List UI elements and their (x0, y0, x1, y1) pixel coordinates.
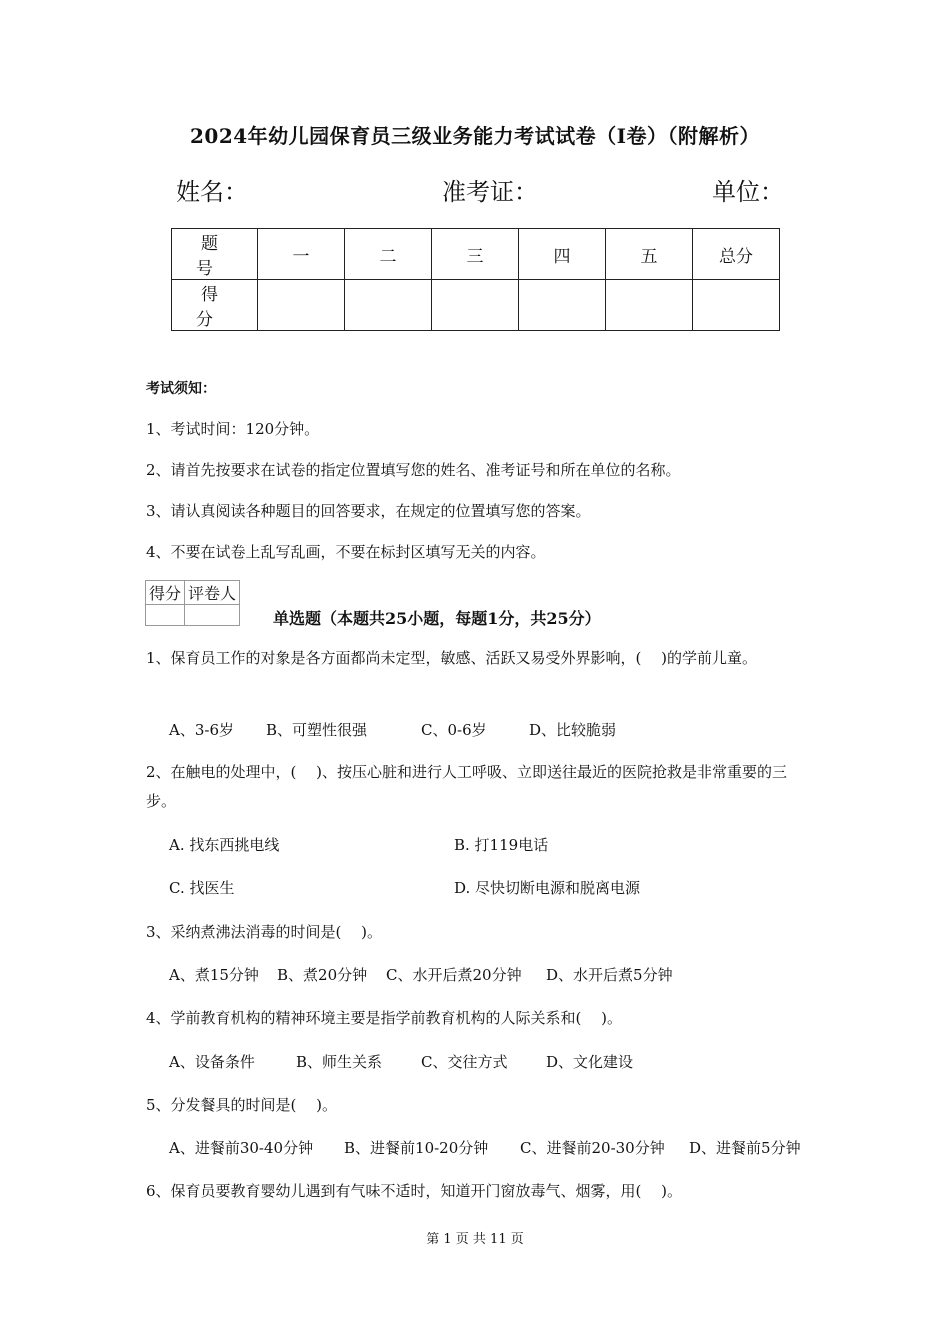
notice-item: 1、考试时间：120分钟。 (146, 420, 320, 438)
page-title: 2024年幼儿园保育员三级业务能力考试试卷（I卷）（附解析） (189, 124, 761, 148)
option: D、文化建设 (546, 1053, 634, 1071)
option: A. 找东西挑电线 (169, 836, 280, 854)
grader-score-cell (146, 605, 185, 626)
name-field-label: 姓名： (176, 178, 248, 206)
option: D. 尽快切断电源和脱离电源 (454, 879, 641, 897)
score-label: 得 分 (172, 280, 258, 331)
grader-score-label: 得分 (146, 581, 185, 605)
question-text: 2、在触电的处理中，( )、按压心脏和进行人工呼吸、立即送往最近的医院抢救是非常重要的三步。 (146, 763, 788, 810)
option: C、交往方式 (421, 1053, 508, 1071)
section-title: 单选题（本题共25小题，每题1分，共25分） (273, 609, 601, 628)
grader-box (145, 580, 240, 626)
notice-item: 3、请认真阅读各种题目的回答要求，在规定的位置填写您的答案。 (146, 502, 591, 520)
option: B、进餐前10-20分钟 (344, 1139, 489, 1157)
option: A、进餐前30-40分钟 (169, 1139, 314, 1157)
score-cell (693, 280, 780, 331)
option: C、0-6岁 (421, 721, 487, 739)
question-text: 1、保育员工作的对象是各方面都尚未定型，敏感、活跃又易受外界影响，( )的学前儿童。 (146, 649, 758, 667)
column-3: 三 (432, 229, 519, 280)
score-table-score-row (172, 280, 780, 331)
notice-item: 4、不要在试卷上乱写乱画，不要在标封区填写无关的内容。 (146, 543, 546, 561)
option: B. 打119电话 (454, 836, 549, 854)
option: B、师生关系 (296, 1053, 383, 1071)
column-4: 四 (519, 229, 606, 280)
unit-field-label: 单位： (712, 178, 784, 206)
question-text: 5、分发餐具的时间是( )。 (146, 1096, 338, 1114)
score-cell (432, 280, 519, 331)
option: B、煮20分钟 (277, 966, 368, 984)
score-cell (519, 280, 606, 331)
score-cell (258, 280, 345, 331)
question-text: 3、采纳煮沸法消毒的时间是( )。 (146, 923, 383, 941)
option: A、3-6岁 (169, 721, 234, 739)
option: D、水开后煮5分钟 (546, 966, 673, 984)
option: C. 找医生 (169, 879, 235, 897)
notice-heading: 考试须知： (146, 381, 216, 397)
question-number-label: 题 号 (172, 229, 258, 280)
grader-reviewer-cell (185, 605, 240, 626)
column-2: 二 (345, 229, 432, 280)
notice-item: 2、请首先按要求在试卷的指定位置填写您的姓名、准考证号和所在单位的名称。 (146, 461, 681, 479)
option: A、煮15分钟 (169, 966, 259, 984)
score-cell (606, 280, 693, 331)
option: A、设备条件 (169, 1053, 255, 1071)
score-table-header-row (172, 229, 780, 280)
score-table (171, 228, 780, 331)
option: B、可塑性很强 (266, 721, 368, 739)
score-cell (345, 280, 432, 331)
option: C、水开后煮20分钟 (386, 966, 522, 984)
option: D、进餐前5分钟 (689, 1139, 801, 1157)
question-text: 6、保育员要教育婴幼儿遇到有气味不适时，知道开门窗放毒气、烟雾，用( )。 (146, 1182, 683, 1200)
page-footer: 第 1 页 共 11 页 (426, 1232, 524, 1247)
column-1: 一 (258, 229, 345, 280)
option: C、进餐前20-30分钟 (520, 1139, 665, 1157)
exam-id-field-label: 准考证： (442, 178, 538, 206)
column-5: 五 (606, 229, 693, 280)
column-total: 总分 (693, 229, 780, 280)
option: D、比较脆弱 (529, 721, 617, 739)
question-text: 4、学前教育机构的精神环境主要是指学前教育机构的人际关系和( )。 (146, 1009, 623, 1027)
grader-reviewer-label: 评卷人 (185, 581, 240, 605)
